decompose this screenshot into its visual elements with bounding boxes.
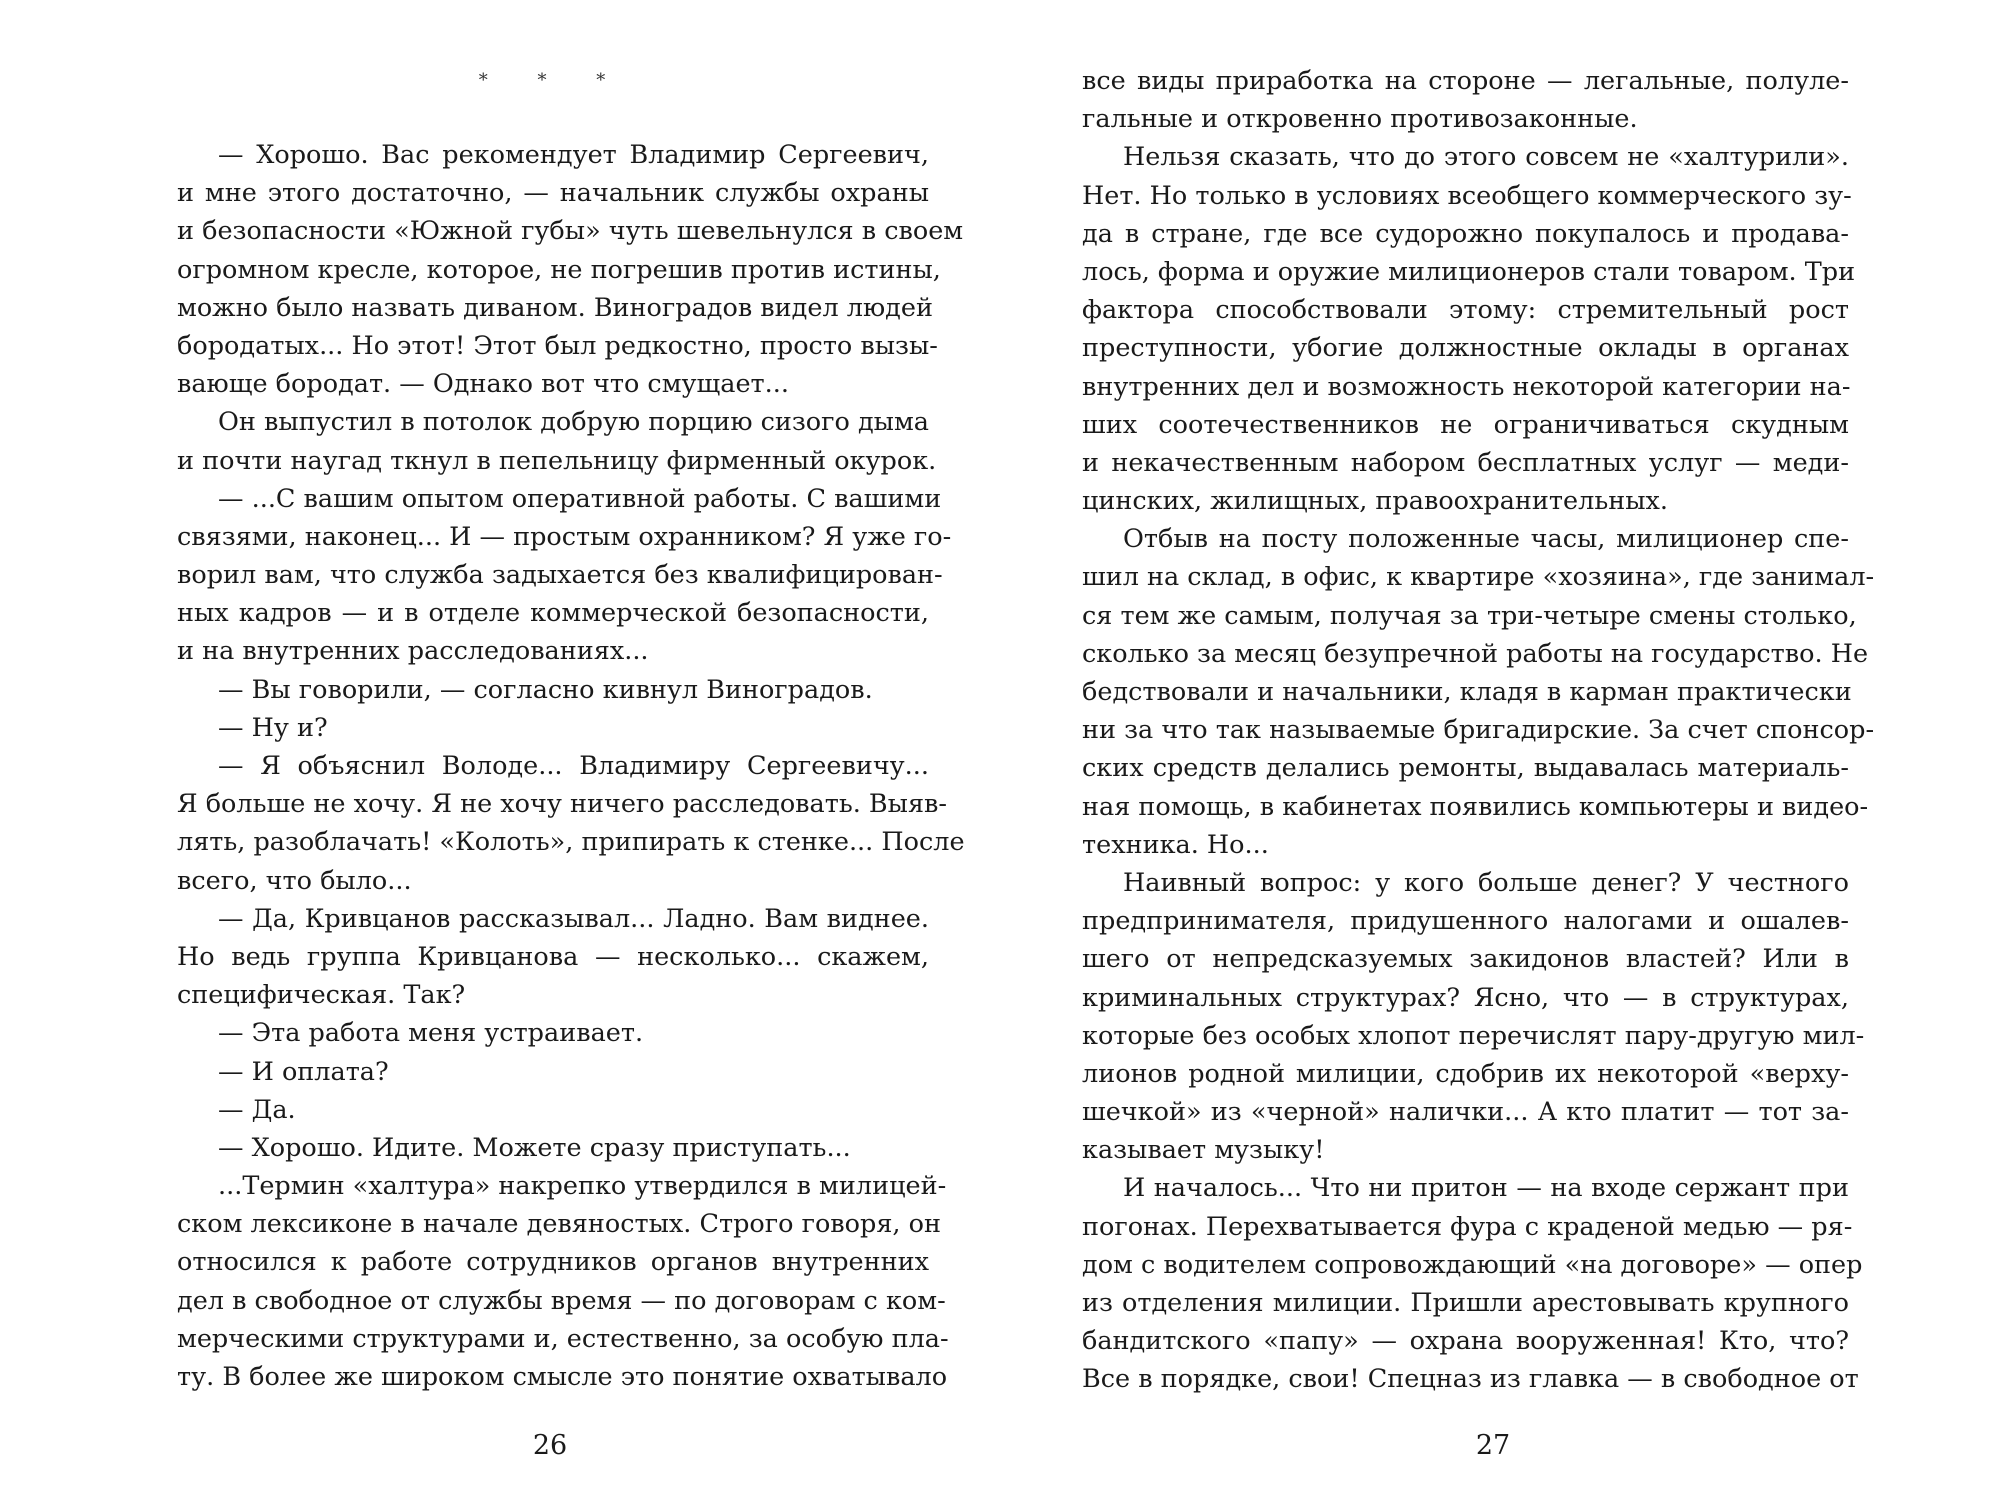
text-line: относился к работе сотрудников органов внутренних: [177, 1247, 929, 1278]
text-line: Отбыв на посту положенные часы, милиционер спе-: [1123, 524, 1849, 555]
text-line: Все в порядке, свои! Спецназ из главка — в свободное от: [1082, 1364, 1859, 1395]
text-line: — Вы говорили, — согласно кивнул Виноградов.: [218, 674, 873, 705]
text-line: дом с водителем сопровождающий «на договоре» — опер: [1082, 1249, 1863, 1280]
right-page-text: [1082, 62, 1875, 1399]
text-line: криминальных структурах? Ясно, что — в структурах,: [1082, 982, 1849, 1013]
text-line: специфическая. Так?: [177, 980, 466, 1011]
text-line: — Хорошо. Идите. Можете сразу приступать...: [218, 1132, 851, 1163]
text-line: — Я объяснил Володе... Владимиру Сергеевичу...: [218, 751, 929, 781]
text-line: связями, наконец... И — простым охранником? Я уже го-: [177, 521, 952, 552]
text-line: бедствовали и начальники, кладя в карман практически: [1082, 677, 1852, 707]
text-line: всего, что было...: [177, 865, 412, 896]
text-line: цинских, жилищных, правоохранительных.: [1082, 486, 1668, 517]
text-line: и мне этого достаточно, — начальник службы охраны: [177, 178, 929, 209]
page-number-right: 27: [1475, 1430, 1511, 1461]
text-line: преступности, убогие должностные оклады в органах: [1082, 333, 1849, 364]
text-line: Наивный вопрос: у кого больше денег? У честного: [1123, 867, 1849, 898]
text-line: казывает музыку!: [1082, 1135, 1325, 1166]
text-line: гальные и откровенно противозаконные.: [1082, 104, 1638, 135]
text-line: техника. Но...: [1082, 829, 1269, 860]
text-line: ту. В более же широком смысле это понятие охватывало: [177, 1362, 948, 1392]
text-line: ...Термин «халтура» накрепко утвердился в милицей-: [218, 1171, 947, 1202]
text-line: ни за что так называемые бригадирские. За счет спонсор-: [1082, 715, 1875, 746]
text-line: внутренних дел и возможность некоторой категории на-: [1082, 371, 1851, 402]
text-line: бандитского «папу» — охрана вооруженная! Кто, что?: [1082, 1326, 1849, 1357]
text-line: — И оплата?: [218, 1056, 389, 1087]
text-line: ная помощь, в кабинетах появились компьютеры и видео-: [1082, 791, 1869, 822]
text-line: Нельзя сказать, что до этого совсем не «халтурили».: [1123, 142, 1849, 173]
text-line: ских средств делались ремонты, выдавалась материаль-: [1082, 753, 1849, 784]
text-line: ском лексиконе в начале девяностых. Строго говоря, он: [177, 1209, 941, 1240]
text-line: погонах. Перехватывается фура с краденой медью — ря-: [1082, 1211, 1853, 1242]
text-line: которые без особых хлопот перечислят пару-другую мил-: [1082, 1020, 1865, 1051]
text-line: — Ну и?: [218, 712, 328, 743]
text-line: фактора способствовали этому: стремительный рост: [1082, 295, 1849, 326]
text-line: ворил вам, что служба задыхается без квалифицирован-: [177, 560, 943, 591]
text-line: — Эта работа меня устраивает.: [218, 1018, 644, 1049]
text-line: Нет. Но только в условиях всеобщего коммерческого зу-: [1082, 180, 1852, 211]
text-line: вающе бородат. — Однако вот что смущает...: [177, 369, 789, 400]
text-line: предпринимателя, придушенного налогами и ошалев-: [1082, 906, 1849, 937]
text-line: мерческими структурами и, естественно, за особую пла-: [177, 1323, 949, 1354]
page-number-left: 26: [532, 1430, 568, 1461]
text-line: — Да, Кривцанов рассказывал... Ладно. Вам виднее.: [218, 903, 929, 934]
text-line: сколько за месяц безупречной работы на государство. Не: [1082, 638, 1869, 669]
text-line: ших соотечественников не ограничиваться скудным: [1082, 409, 1849, 440]
text-line: и почти наугад ткнул в пепельницу фирменный окурок.: [177, 445, 937, 476]
text-line: лять, разоблачать! «Колоть», припирать к стенке... После: [177, 827, 965, 858]
text-line: из отделения милиции. Пришли арестовывать крупного: [1082, 1288, 1849, 1318]
text-line: бородатых... Но этот! Этот был редкостно, просто вызы-: [177, 330, 938, 361]
text-line: Я больше не хочу. Я не хочу ничего расследовать. Выяв-: [177, 789, 948, 820]
text-line: шечкой» из «черной» налички... А кто платит — тот за-: [1082, 1097, 1849, 1128]
text-line: лось, форма и оружие милиционеров стали товаром. Три: [1082, 256, 1856, 287]
text-line: Он выпустил в потолок добрую порцию сизого дыма: [218, 407, 930, 438]
text-line: — Да.: [218, 1094, 296, 1125]
text-line: шил на склад, в офис, к квартире «хозяина», где занимал-: [1082, 562, 1875, 593]
text-line: — ...С вашим опытом оперативной работы. С вашими: [218, 483, 942, 514]
text-line: — Хорошо. Вас рекомендует Владимир Сергеевич,: [218, 140, 929, 170]
text-line: и безопасности «Южной губы» чуть шевельнулся в своем: [177, 216, 964, 247]
text-line: дел в свободное от службы время — по договорам с ком-: [177, 1285, 946, 1316]
left-page-text: [177, 136, 965, 1396]
text-line: все виды приработка на стороне — легальные, полуле-: [1082, 66, 1849, 96]
text-line: да в стране, где все судорожно покупалось и продава-: [1082, 218, 1849, 249]
text-line: ных кадров — и в отделе коммерческой безопасности,: [177, 598, 929, 629]
right-page: [1000, 0, 2000, 1500]
text-line: шего от непредсказуемых закидонов властей? Или в: [1082, 944, 1849, 975]
text-line: огромном кресле, которое, не погрешив против истины,: [177, 254, 941, 285]
text-line: и на внутренних расследованиях...: [177, 636, 649, 667]
text-line: И началось... Что ни притон — на входе сержант при: [1123, 1173, 1849, 1204]
text-line: Но ведь группа Кривцанова — несколько... скажем,: [177, 941, 929, 972]
text-line: и некачественным набором бесплатных услуг — меди-: [1082, 447, 1849, 478]
section-separator: * * *: [478, 70, 628, 91]
text-line: можно было назвать диваном. Виноградов видел людей: [177, 292, 933, 323]
text-line: лионов родной милиции, сдобрив их некоторой «верху-: [1082, 1058, 1849, 1089]
text-line: ся тем же самым, получая за три-четыре смены столько,: [1082, 600, 1857, 631]
